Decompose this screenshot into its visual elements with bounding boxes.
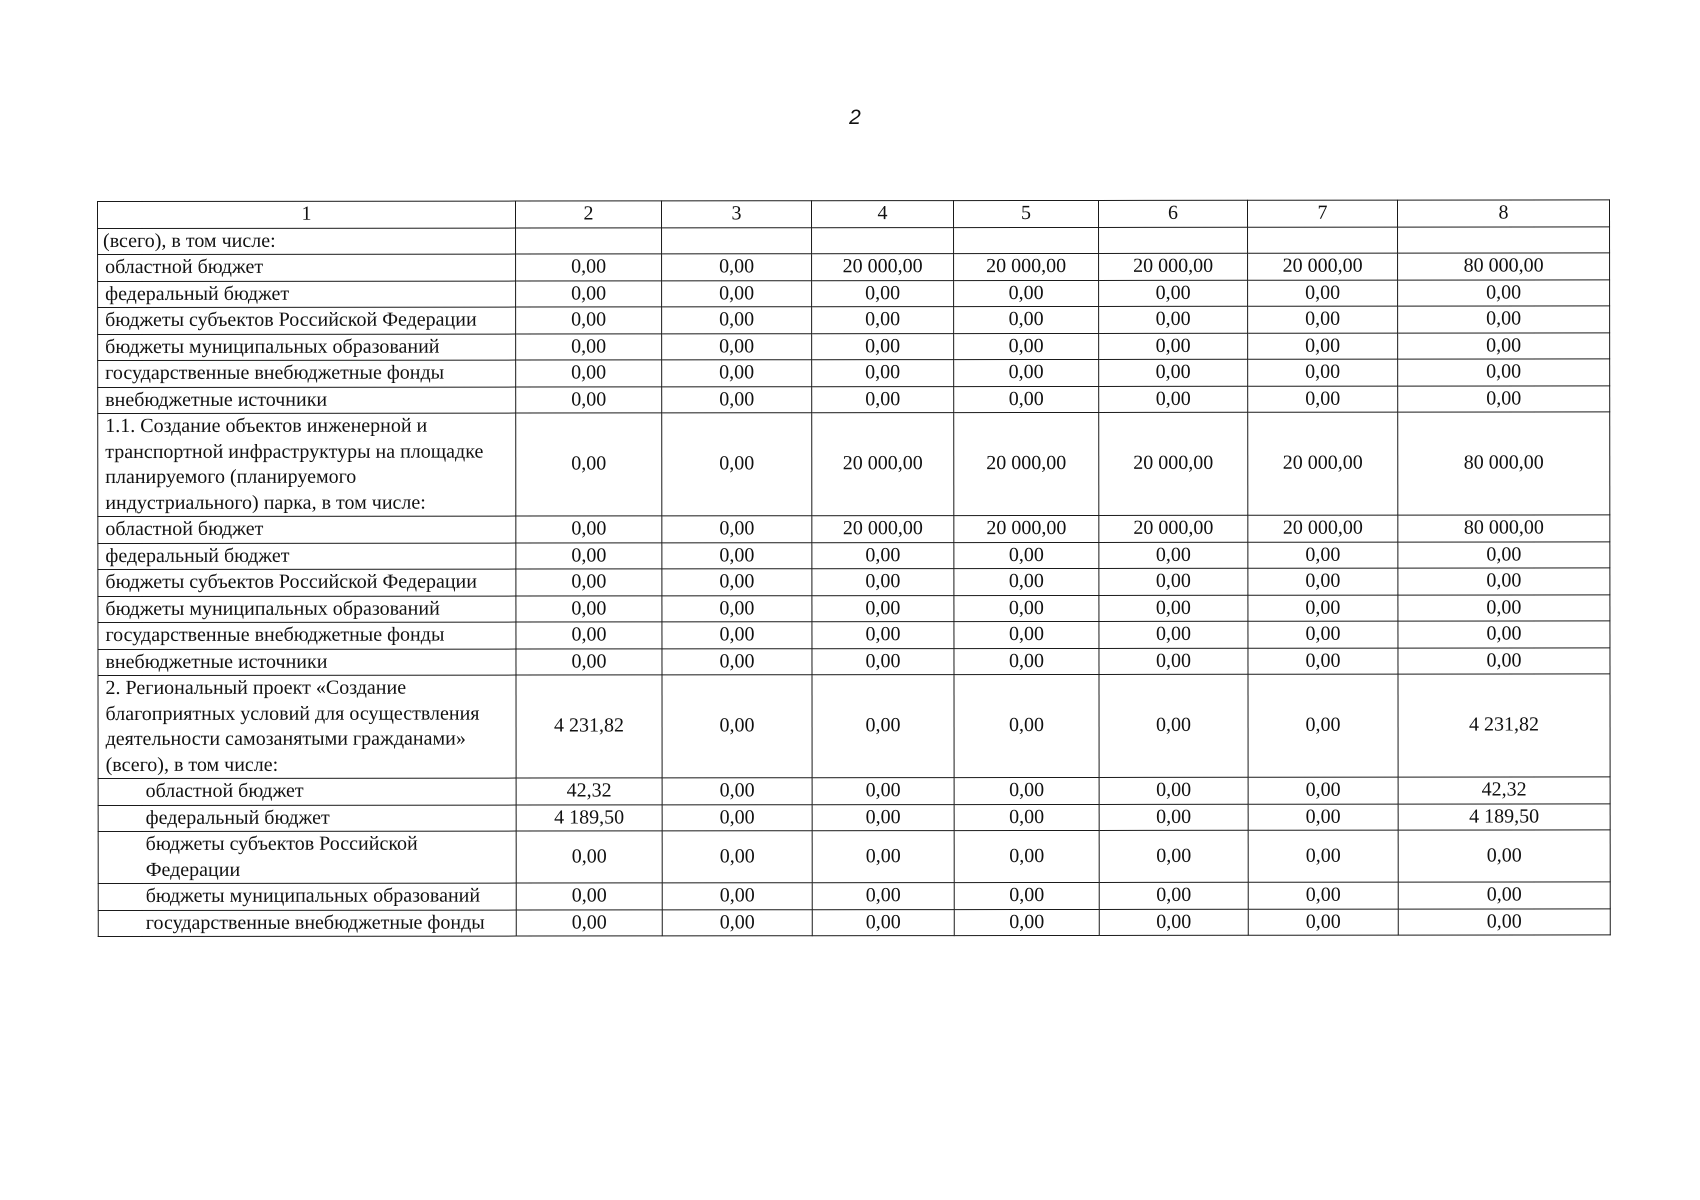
value-cell: 0,00 — [1099, 909, 1248, 936]
value-cell: 0,00 — [662, 333, 812, 360]
row-label: федеральный бюджет — [98, 543, 516, 570]
value-cell: 0,00 — [812, 386, 954, 413]
table-row — [98, 279, 1610, 307]
value-cell: 20 000,00 — [954, 412, 1099, 515]
value-cell: 0,00 — [812, 569, 954, 596]
row-label: государственные внебюджетные фонды — [98, 910, 516, 937]
value-cell — [662, 227, 812, 254]
column-header: 8 — [1397, 200, 1609, 227]
value-cell: 0,00 — [516, 648, 662, 675]
value-cell: 0,00 — [1099, 804, 1248, 831]
row-label: федеральный бюджет — [98, 281, 516, 308]
value-cell: 0,00 — [812, 804, 954, 831]
value-cell: 0,00 — [662, 622, 812, 649]
value-cell: 20 000,00 — [1099, 515, 1248, 542]
value-cell: 0,00 — [1248, 648, 1398, 675]
value-cell: 0,00 — [516, 413, 662, 516]
row-label: 1.1. Создание объектов инженерной и транспортной инфраструктуры на площадке планируемого (планируемого индустриального) парка, в том числе: — [98, 413, 516, 516]
row-label: областной бюджет — [98, 778, 516, 805]
value-cell: 0,00 — [954, 648, 1099, 675]
table-row — [98, 359, 1610, 387]
value-cell: 20 000,00 — [1099, 412, 1248, 515]
row-label: бюджеты субъектов Российской Федерации — [98, 569, 516, 596]
value-cell: 0,00 — [954, 280, 1099, 307]
value-cell: 0,00 — [1248, 568, 1398, 595]
value-cell: 80 000,00 — [1398, 412, 1610, 515]
value-cell: 0,00 — [516, 622, 662, 649]
value-cell: 0,00 — [954, 306, 1099, 333]
value-cell: 0,00 — [662, 778, 812, 805]
value-cell: 0,00 — [1398, 594, 1610, 621]
value-cell: 0,00 — [1398, 568, 1610, 595]
value-cell: 20 000,00 — [954, 253, 1099, 280]
value-cell: 0,00 — [954, 568, 1099, 595]
value-cell: 0,00 — [516, 254, 662, 281]
value-cell: 0,00 — [516, 280, 662, 307]
value-cell: 0,00 — [1099, 359, 1248, 386]
value-cell: 0,00 — [1398, 621, 1610, 648]
value-cell: 0,00 — [812, 648, 954, 675]
value-cell: 4 231,82 — [516, 675, 662, 778]
row-label: (всего), в том числе: — [98, 228, 516, 255]
value-cell: 0,00 — [1248, 804, 1398, 831]
row-label: бюджеты муниципальных образований — [98, 334, 516, 361]
table-row — [98, 777, 1610, 805]
row-label: бюджеты субъектов Российской Федерации — [98, 307, 516, 334]
table-header-row — [98, 200, 1610, 228]
row-label: бюджеты муниципальных образований — [98, 596, 516, 623]
table-row — [98, 647, 1610, 675]
value-cell: 20 000,00 — [1248, 253, 1398, 280]
table-row — [98, 332, 1610, 360]
value-cell: 0,00 — [1248, 777, 1398, 804]
row-label: бюджеты муниципальных образований — [98, 883, 516, 910]
value-cell: 0,00 — [516, 333, 662, 360]
value-cell: 0,00 — [662, 386, 812, 413]
value-cell: 20 000,00 — [1099, 253, 1248, 280]
table-row — [98, 541, 1610, 569]
value-cell — [812, 227, 954, 254]
value-cell: 0,00 — [954, 595, 1099, 622]
value-cell: 4 231,82 — [1398, 674, 1610, 777]
value-cell: 0,00 — [1248, 882, 1398, 909]
row-label: государственные внебюджетные фонды — [98, 622, 516, 649]
value-cell: 0,00 — [1099, 674, 1248, 777]
value-cell: 0,00 — [812, 307, 954, 334]
value-cell: 0,00 — [662, 516, 812, 543]
row-label: внебюджетные источники — [98, 649, 516, 676]
column-header: 7 — [1247, 200, 1397, 227]
row-label: федеральный бюджет — [98, 805, 516, 832]
value-cell: 0,00 — [1398, 647, 1610, 674]
value-cell: 0,00 — [1099, 777, 1248, 804]
value-cell: 0,00 — [516, 569, 662, 596]
value-cell: 0,00 — [516, 360, 662, 387]
value-cell: 0,00 — [954, 882, 1099, 909]
value-cell: 0,00 — [954, 359, 1099, 386]
value-cell: 0,00 — [1398, 541, 1610, 568]
value-cell: 0,00 — [1099, 386, 1248, 413]
value-cell: 0,00 — [1099, 568, 1248, 595]
table-row — [98, 568, 1610, 596]
value-cell: 20 000,00 — [812, 413, 954, 516]
value-cell: 0,00 — [1099, 333, 1248, 360]
value-cell: 0,00 — [1398, 359, 1610, 386]
value-cell: 0,00 — [812, 542, 954, 569]
value-cell: 0,00 — [1248, 542, 1398, 569]
value-cell: 0,00 — [954, 333, 1099, 360]
value-cell: 0,00 — [812, 280, 954, 307]
value-cell: 80 000,00 — [1398, 253, 1610, 280]
value-cell: 0,00 — [1398, 306, 1610, 333]
table-row — [98, 385, 1610, 413]
value-cell: 42,32 — [516, 778, 662, 805]
value-cell: 0,00 — [1248, 359, 1398, 386]
value-cell: 0,00 — [662, 648, 812, 675]
table-row — [98, 882, 1610, 910]
value-cell: 0,00 — [516, 307, 662, 334]
table-row — [98, 674, 1610, 779]
value-cell: 0,00 — [812, 595, 954, 622]
row-label: государственные внебюджетные фонды — [98, 360, 516, 387]
value-cell: 0,00 — [1248, 280, 1398, 307]
value-cell: 0,00 — [662, 883, 812, 910]
value-cell: 0,00 — [516, 909, 662, 936]
value-cell: 0,00 — [1398, 908, 1610, 935]
value-cell: 0,00 — [954, 777, 1099, 804]
value-cell: 0,00 — [1099, 882, 1248, 909]
table-row — [98, 908, 1610, 936]
value-cell: 0,00 — [1248, 909, 1398, 936]
page-number: 2 — [849, 106, 861, 129]
table-row — [98, 226, 1610, 254]
value-cell: 4 189,50 — [1398, 803, 1610, 830]
row-label: областной бюджет — [98, 516, 516, 543]
value-cell: 0,00 — [1248, 674, 1398, 777]
value-cell: 0,00 — [812, 909, 954, 936]
value-cell: 0,00 — [662, 307, 812, 334]
column-header: 1 — [98, 201, 516, 228]
value-cell: 0,00 — [1398, 332, 1610, 359]
table-row — [98, 412, 1610, 517]
value-cell: 0,00 — [1398, 882, 1610, 909]
value-cell: 0,00 — [954, 804, 1099, 831]
value-cell: 80 000,00 — [1398, 515, 1610, 542]
value-cell: 0,00 — [662, 595, 812, 622]
value-cell: 0,00 — [662, 909, 812, 936]
column-header: 5 — [954, 200, 1099, 227]
value-cell: 4 189,50 — [516, 804, 662, 831]
value-cell: 0,00 — [662, 831, 812, 883]
value-cell: 0,00 — [1099, 542, 1248, 569]
row-label: 2. Региональный проект «Создание благоприятных условий для осуществления деятельности самозанятыми гражданами» (всего), в том числе: — [98, 675, 516, 778]
table-row — [98, 594, 1610, 622]
value-cell: 0,00 — [1099, 280, 1248, 307]
value-cell: 0,00 — [954, 542, 1099, 569]
value-cell: 0,00 — [662, 360, 812, 387]
value-cell: 0,00 — [516, 883, 662, 910]
value-cell: 0,00 — [954, 621, 1099, 648]
value-cell — [1099, 227, 1248, 254]
value-cell: 0,00 — [516, 386, 662, 413]
value-cell: 0,00 — [662, 675, 812, 778]
value-cell: 20 000,00 — [1248, 412, 1398, 515]
value-cell: 0,00 — [516, 542, 662, 569]
value-cell: 0,00 — [662, 254, 812, 281]
table-row — [98, 515, 1610, 543]
value-cell: 20 000,00 — [954, 515, 1099, 542]
value-cell: 0,00 — [812, 333, 954, 360]
value-cell: 0,00 — [516, 831, 662, 883]
row-label: областной бюджет — [98, 254, 516, 281]
value-cell: 0,00 — [1248, 595, 1398, 622]
budget-table — [97, 199, 1611, 937]
value-cell: 0,00 — [662, 542, 812, 569]
value-cell: 42,32 — [1398, 777, 1610, 804]
column-header: 3 — [662, 201, 812, 228]
value-cell: 0,00 — [1248, 386, 1398, 413]
value-cell: 0,00 — [954, 386, 1099, 413]
value-cell: 0,00 — [662, 413, 812, 516]
column-header: 2 — [516, 201, 662, 228]
value-cell: 0,00 — [662, 280, 812, 307]
value-cell: 0,00 — [812, 622, 954, 649]
value-cell: 0,00 — [516, 516, 662, 543]
value-cell: 0,00 — [662, 569, 812, 596]
value-cell: 0,00 — [1248, 621, 1398, 648]
value-cell: 0,00 — [1099, 621, 1248, 648]
value-cell — [954, 227, 1099, 254]
value-cell: 0,00 — [954, 830, 1099, 882]
value-cell: 0,00 — [954, 909, 1099, 936]
value-cell — [1248, 227, 1398, 254]
row-label: бюджеты субъектов Российской Федерации — [98, 831, 516, 883]
value-cell: 0,00 — [1099, 830, 1248, 882]
table-row — [98, 621, 1610, 649]
value-cell: 0,00 — [662, 804, 812, 831]
value-cell: 0,00 — [1099, 306, 1248, 333]
row-label: внебюджетные источники — [98, 387, 516, 414]
value-cell: 20 000,00 — [812, 516, 954, 543]
column-header: 6 — [1099, 200, 1248, 227]
value-cell: 0,00 — [1099, 648, 1248, 675]
value-cell: 0,00 — [1398, 279, 1610, 306]
value-cell: 0,00 — [1398, 830, 1610, 882]
table-row — [98, 830, 1610, 884]
value-cell: 20 000,00 — [812, 254, 954, 281]
value-cell: 0,00 — [812, 778, 954, 805]
value-cell: 0,00 — [1398, 385, 1610, 412]
value-cell: 0,00 — [812, 675, 954, 778]
value-cell: 0,00 — [1248, 830, 1398, 882]
value-cell: 0,00 — [1099, 595, 1248, 622]
value-cell: 0,00 — [954, 674, 1099, 777]
table-row — [98, 803, 1610, 831]
value-cell: 0,00 — [516, 595, 662, 622]
value-cell — [1398, 226, 1610, 253]
table-row — [98, 253, 1610, 281]
value-cell: 0,00 — [812, 883, 954, 910]
column-header: 4 — [812, 201, 954, 228]
value-cell: 0,00 — [1248, 306, 1398, 333]
value-cell: 0,00 — [812, 831, 954, 883]
value-cell: 0,00 — [1248, 333, 1398, 360]
value-cell: 0,00 — [812, 360, 954, 387]
value-cell: 20 000,00 — [1248, 515, 1398, 542]
table-row — [98, 306, 1610, 334]
value-cell — [516, 227, 662, 254]
